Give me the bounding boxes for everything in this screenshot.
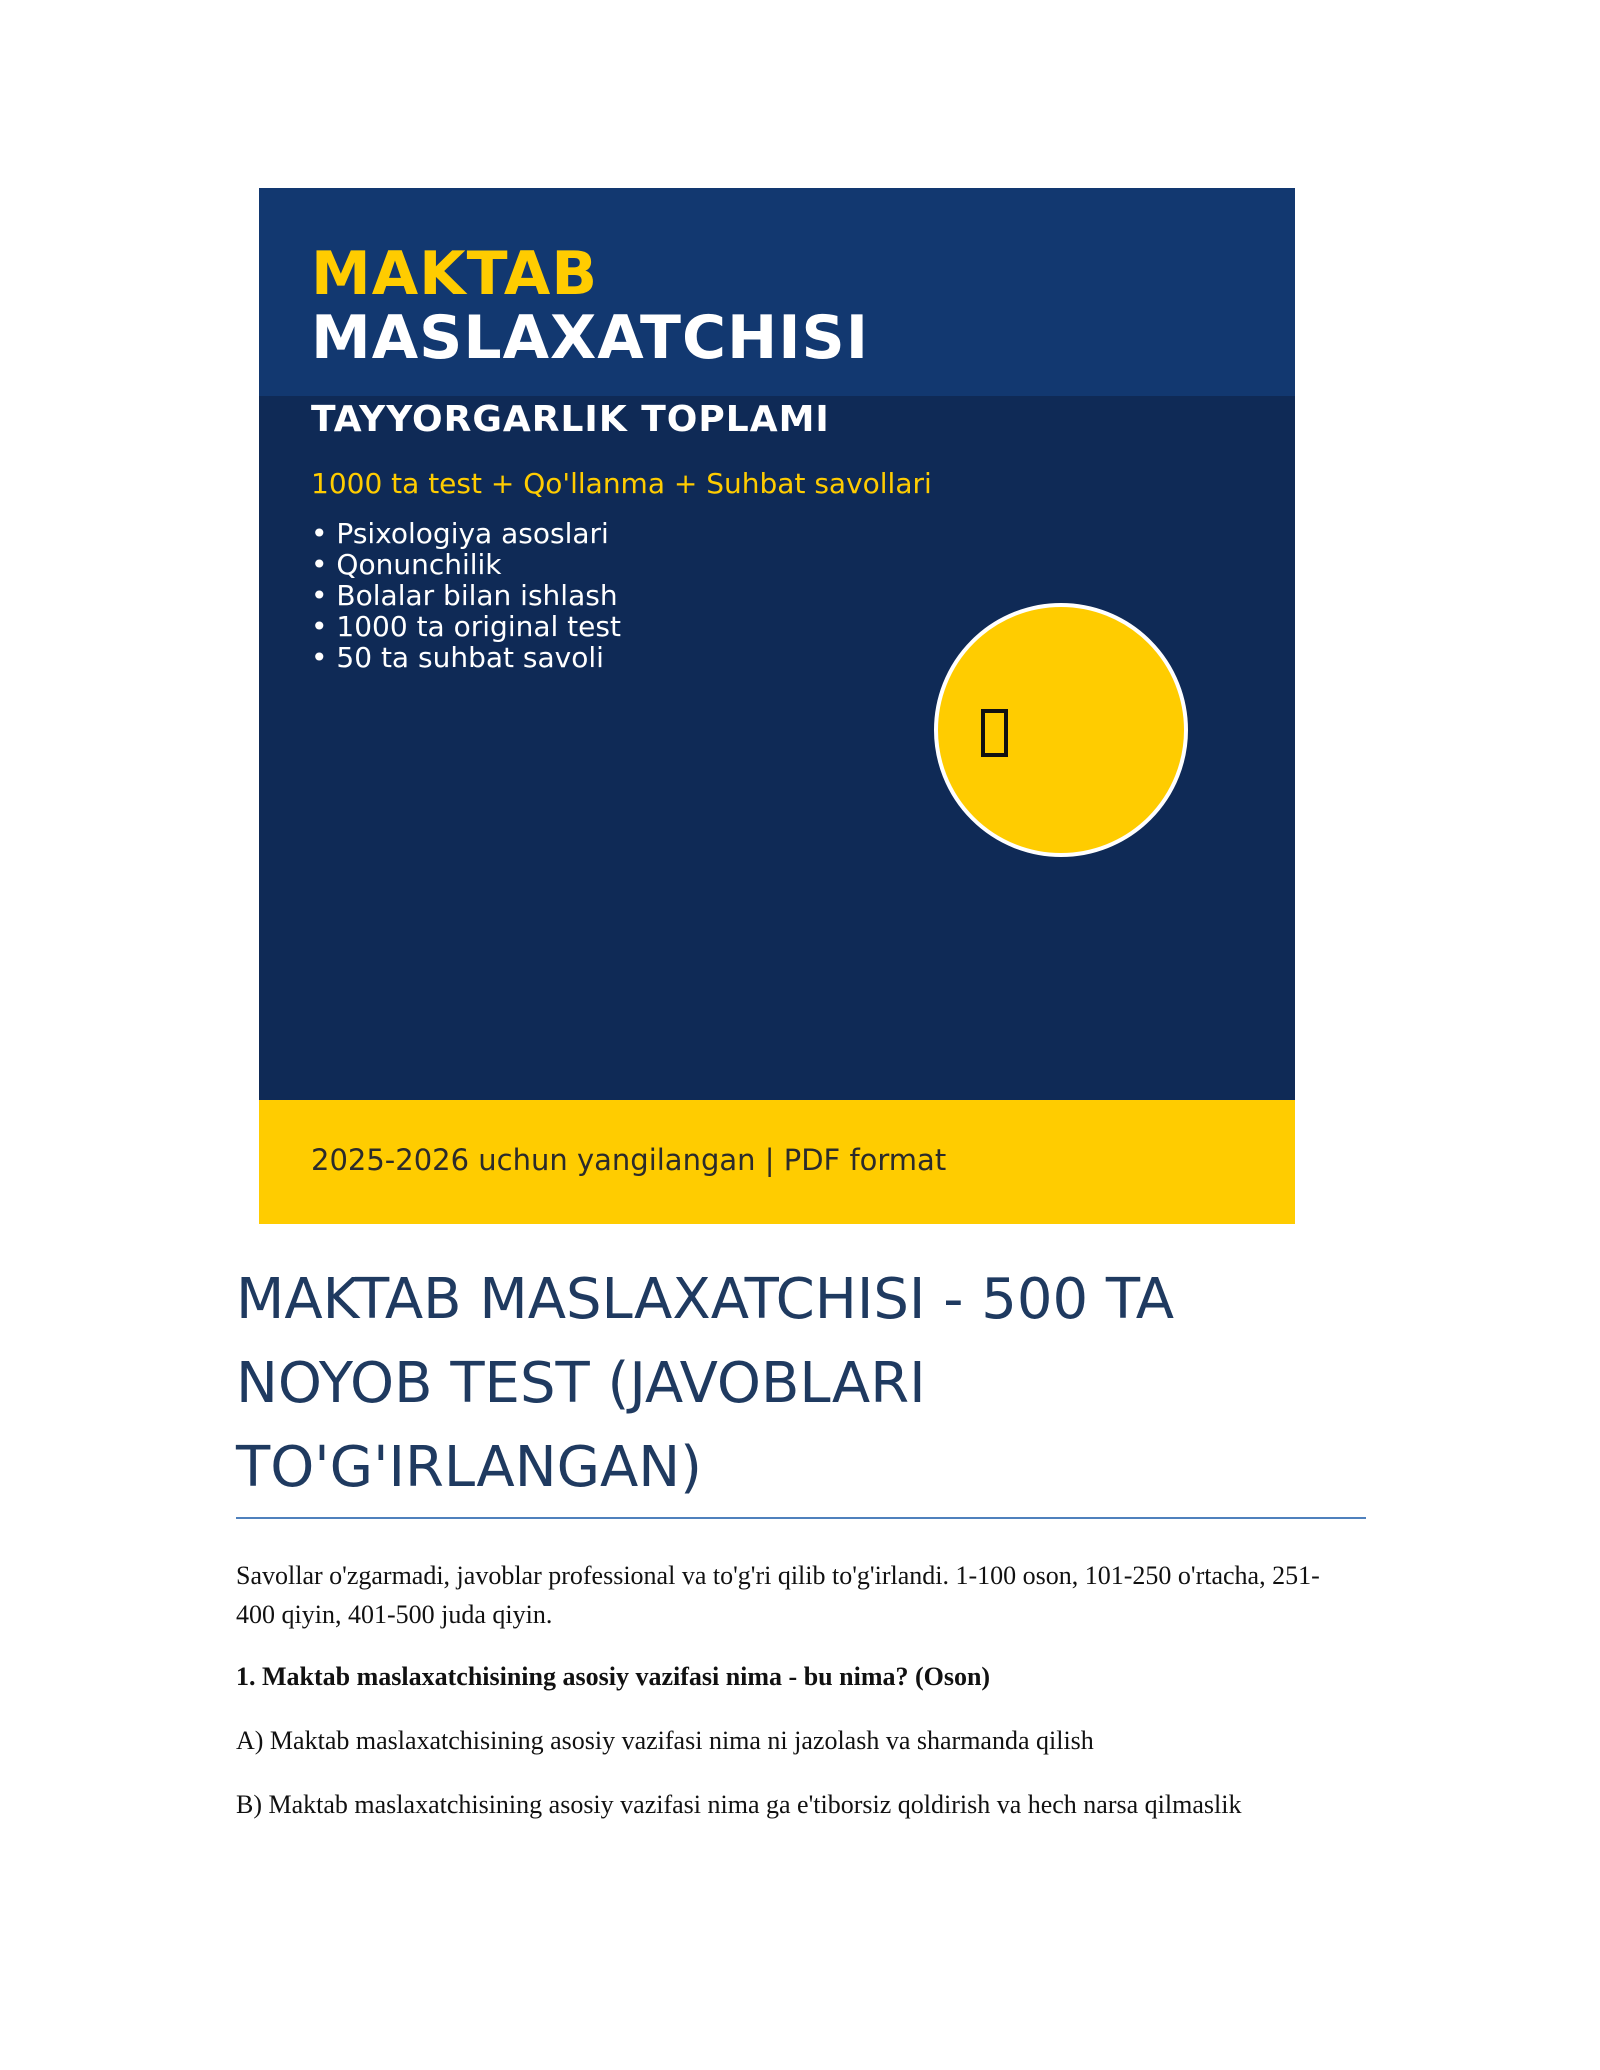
- document-title: MAKTAB MASLAXATCHISI - 500 TA NOYOB TEST (JAVOBLARI TO'G'IRLANGAN): [236, 1267, 1175, 1500]
- cover-footer-band: [259, 1100, 1295, 1224]
- question-1: 1. Maktab maslaxatchisining asosiy vazifasi nima - bu nima? (Oson): [236, 1662, 991, 1691]
- cover-title-line-2: MASLAXATCHISI: [311, 303, 870, 373]
- cover-bullet: • 1000 ta original test: [311, 611, 621, 642]
- cover-title-line-1: MAKTAB: [311, 239, 599, 309]
- cover-tagline: 1000 ta test + Qo'llanma + Suhbat savollari: [311, 467, 932, 500]
- cover-badge-circle: [934, 603, 1188, 857]
- intro-paragraph: Savollar o'zgarmadi, javoblar professional va to'g'ri qilib to'g'irlandi. 1-100 oson, 101-250 o'rtacha, 251-400 qiyin, 401-500 juda qiyin.: [236, 1561, 1320, 1629]
- cover-bullet-list: [311, 518, 621, 673]
- cover-bullet: • Qonunchilik: [311, 549, 621, 580]
- answer-option-b: B) Maktab maslaxatchisining asosiy vazifasi nima ga e'tiborsiz qoldirish va hech narsa qilmaslik: [236, 1790, 1242, 1819]
- cover-subtitle: TAYYORGARLIK TOPLAMI: [311, 399, 830, 440]
- answer-option-a: A) Maktab maslaxatchisining asosiy vazifasi nima ni jazolash va sharmanda qilish: [236, 1726, 1094, 1755]
- cover-image: [259, 188, 1295, 1224]
- missing-glyph-icon: [981, 709, 1008, 757]
- cover-bullet: • Psixologiya asoslari: [311, 518, 621, 549]
- title-divider: [236, 1517, 1366, 1519]
- cover-footer-text: 2025-2026 uchun yangilangan | PDF format: [311, 1143, 947, 1177]
- cover-bullet: • Bolalar bilan ishlash: [311, 580, 621, 611]
- cover-bullet: • 50 ta suhbat savoli: [311, 642, 621, 673]
